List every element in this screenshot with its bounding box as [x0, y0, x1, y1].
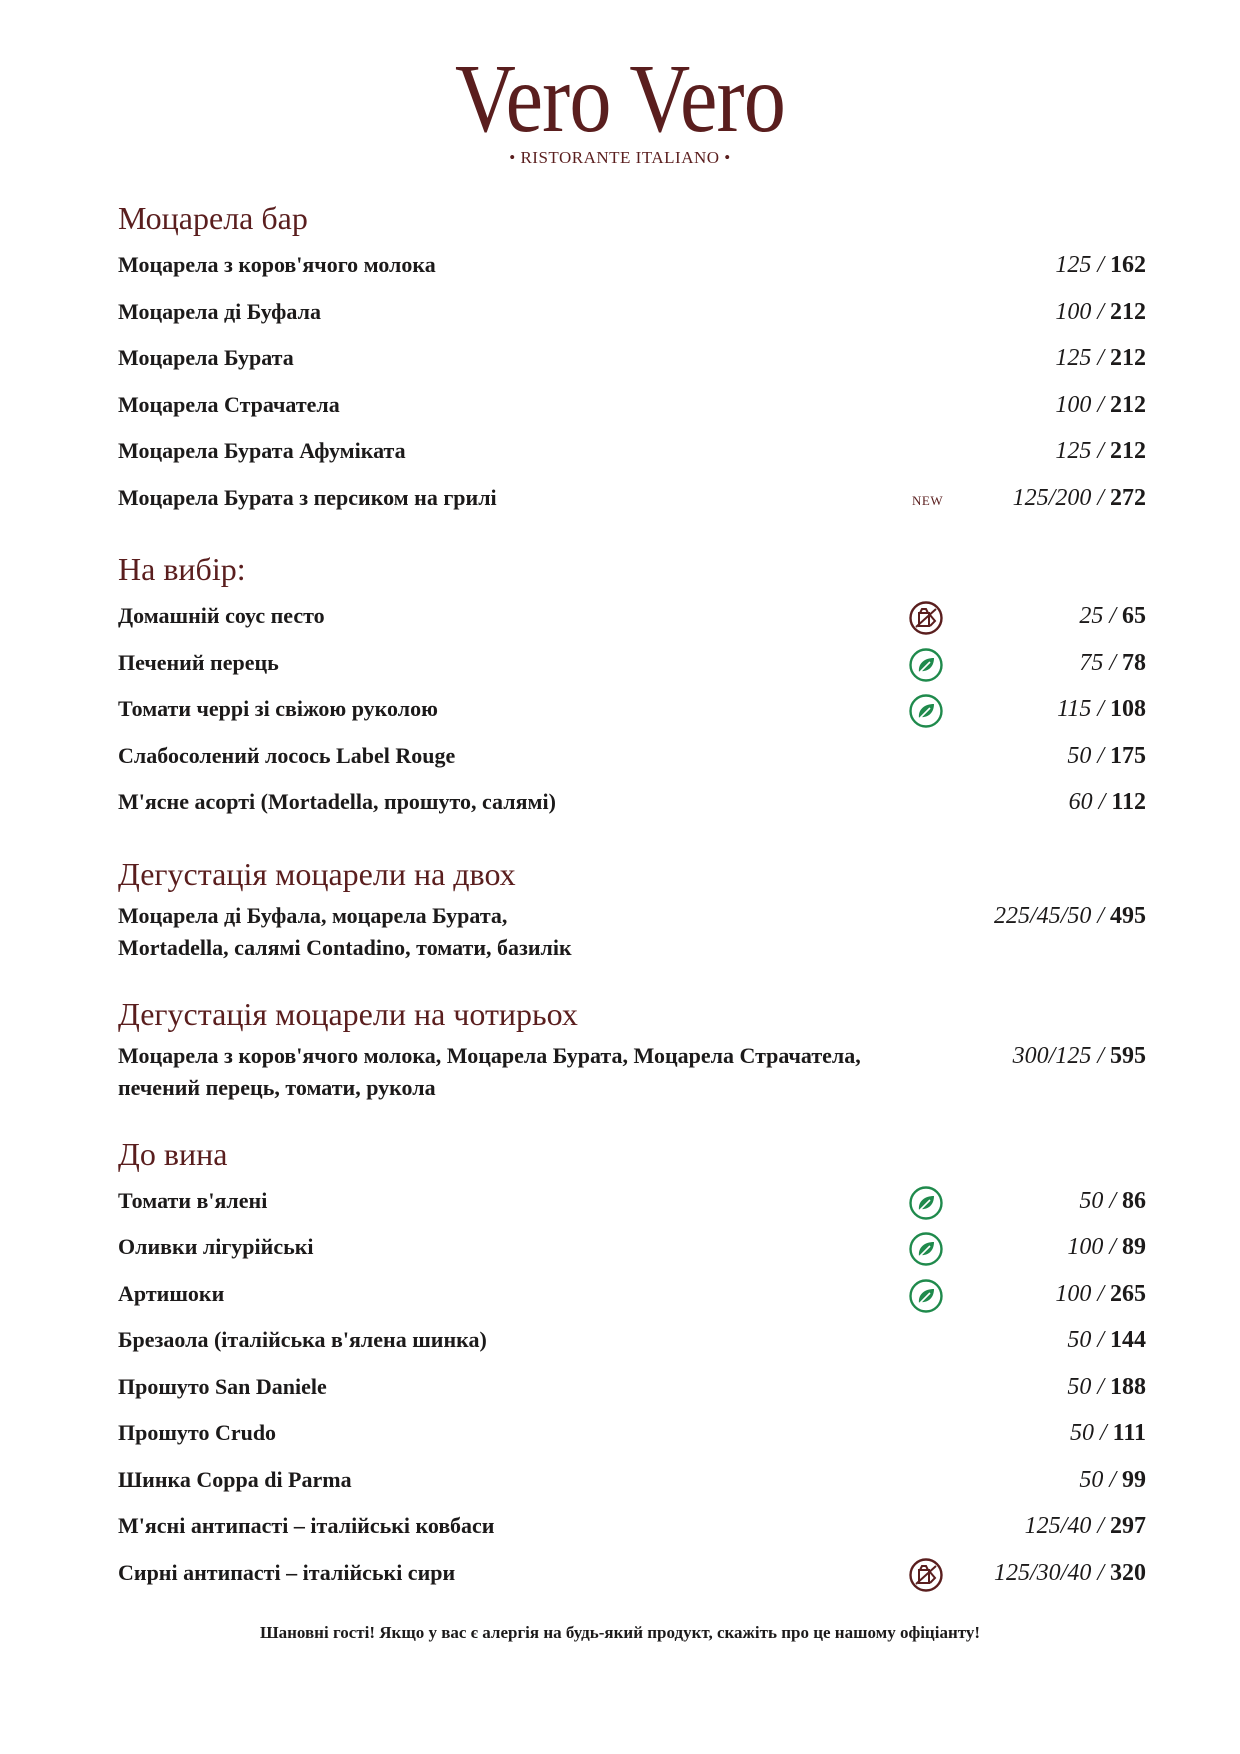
vegan-leaf-icon — [908, 1231, 944, 1267]
portion-weight: 125/30/40 — [993, 1559, 1092, 1586]
price-separator: / — [1091, 391, 1110, 418]
portion-weight: 225/45/50 — [993, 902, 1092, 929]
section-title: Моцарела бар — [118, 200, 308, 236]
price-separator: / — [1103, 1234, 1122, 1260]
lactose-icon — [908, 1557, 944, 1593]
price-separator: / — [1091, 1513, 1110, 1539]
price-separator: / — [1091, 345, 1110, 371]
portion-weight: 50 — [1079, 1466, 1104, 1493]
menu-section — [118, 992, 1146, 1106]
section-title: До вина — [118, 1135, 228, 1172]
menu-item-name: Томати черрі зі свіжою руколою — [118, 696, 438, 721]
tasting-set — [118, 1040, 1146, 1106]
menu-item — [118, 686, 1146, 733]
menu-item — [118, 640, 1146, 687]
tasting-set — [118, 900, 1146, 966]
menu-item-name: Томати в'ялені — [118, 1187, 268, 1213]
menu-item-name: Моцарела Бурата — [118, 345, 294, 370]
price-separator: / — [1091, 1280, 1110, 1307]
menu-item-name: М'ясне асорті (Mortadella, прошуто, салямі) — [118, 789, 556, 814]
menu-item-name: Печений перець — [118, 649, 279, 675]
vegan-leaf-icon — [908, 647, 944, 683]
portion-weight: 50 — [1069, 1420, 1094, 1446]
menu-item-name: М'ясні антипасті – італійські ковбаси — [118, 1513, 495, 1538]
portion-weight: 125 — [1055, 252, 1092, 278]
menu-item — [118, 1364, 1146, 1411]
menu-item — [118, 289, 1146, 336]
price-value — [1013, 1040, 1146, 1072]
menu-item — [118, 779, 1146, 826]
price-value — [1079, 1465, 1146, 1495]
description-line: Mortadella, салямі Contadino, томати, базилік — [118, 934, 572, 960]
portion-weight: 25 — [1079, 603, 1104, 629]
new-badge: NEW — [912, 492, 944, 508]
price-value — [1055, 390, 1146, 420]
price-value — [994, 1558, 1146, 1588]
price-amount: 86 — [1122, 1187, 1146, 1214]
portion-weight: 75 — [1079, 649, 1104, 676]
menu-item-name: Прошуто San Daniele — [118, 1373, 327, 1399]
menu-item-name: Домашній соус песто — [118, 603, 325, 628]
menu-item — [118, 1178, 1146, 1225]
menu-item — [118, 1317, 1146, 1364]
menu-item — [118, 1224, 1146, 1271]
price-separator: / — [1103, 1466, 1122, 1493]
menu-item — [118, 335, 1146, 382]
tasting-set-description — [118, 900, 958, 964]
portion-weight: 60 — [1068, 789, 1093, 815]
price-amount: 212 — [1110, 438, 1146, 464]
price-amount: 595 — [1110, 1042, 1146, 1069]
price-value — [1067, 1232, 1146, 1262]
portion-weight: 100 — [1055, 391, 1092, 418]
price-amount: 495 — [1110, 902, 1146, 929]
price-amount: 112 — [1111, 789, 1146, 815]
price-separator: / — [1091, 742, 1110, 769]
price-separator: / — [1103, 649, 1122, 676]
portion-weight: 50 — [1079, 1187, 1104, 1214]
portion-weight: 125/200 — [1012, 484, 1092, 511]
tasting-set-description — [118, 1040, 958, 1104]
price-value — [1079, 601, 1146, 631]
menu-item-name: Оливки лігурійські — [118, 1234, 314, 1259]
price-separator: / — [1091, 902, 1110, 929]
allergy-note: Шановні гості! Якщо у вас є алергія на будь-який продукт, скажіть про це нашому офіціанту! — [259, 1623, 981, 1642]
menu-item — [118, 1410, 1146, 1457]
menu-section — [118, 852, 1146, 966]
menu-list — [118, 196, 1146, 1622]
portion-weight: 300/125 — [1012, 1042, 1092, 1069]
menu-item — [118, 1550, 1146, 1597]
price-value — [1057, 694, 1146, 724]
price-amount: 320 — [1110, 1559, 1146, 1586]
menu-item — [118, 428, 1146, 475]
price-amount: 212 — [1110, 345, 1146, 371]
menu-item-name: Моцарела ді Буфала — [118, 298, 321, 324]
menu-item-name: Сирні антипасті – італійські сири — [118, 1559, 456, 1585]
description-line: печений перець, томати, рукола — [118, 1074, 436, 1100]
price-value — [1055, 1279, 1146, 1309]
menu-item-name: Слабосолений лосось Label Rouge — [118, 742, 456, 768]
menu-item-name: Моцарела з коров'ячого молока — [118, 252, 436, 277]
menu-item — [118, 475, 1146, 522]
price-amount: 188 — [1110, 1373, 1146, 1400]
menu-item — [118, 1457, 1146, 1504]
section-title: Дегустація моцарели на двох — [118, 855, 516, 892]
portion-weight: 115 — [1057, 696, 1092, 722]
vegan-leaf-icon — [908, 693, 944, 729]
price-separator: / — [1103, 603, 1122, 629]
price-amount: 212 — [1110, 391, 1146, 418]
menu-item-name: Шинка Coppa di Parma — [118, 1466, 352, 1492]
price-value — [1079, 1186, 1146, 1216]
portion-weight: 125/40 — [1024, 1513, 1092, 1539]
price-value — [994, 900, 1146, 932]
price-separator: / — [1091, 298, 1110, 325]
restaurant-logo-subtitle: • RISTORANTE ITALIANO • — [509, 148, 731, 167]
portion-weight: 50 — [1067, 1373, 1092, 1400]
price-separator: / — [1091, 438, 1110, 464]
price-amount: 272 — [1110, 484, 1146, 511]
portion-weight: 50 — [1067, 1327, 1092, 1353]
price-amount: 108 — [1110, 696, 1146, 722]
portion-weight: 125 — [1055, 345, 1092, 371]
price-value — [1067, 1325, 1146, 1355]
price-separator: / — [1091, 1042, 1110, 1069]
menu-item — [118, 1503, 1146, 1550]
price-amount: 111 — [1112, 1420, 1146, 1446]
price-separator: / — [1091, 1373, 1110, 1400]
price-value — [1013, 483, 1146, 513]
menu-item-name: Артишоки — [118, 1280, 225, 1306]
menu-item-name: Прошуто Crudo — [118, 1420, 277, 1445]
section-title: Дегустація моцарели на чотирьох — [118, 995, 578, 1032]
price-separator: / — [1091, 1559, 1110, 1586]
menu-item-name: Брезаола (італійська в'ялена шинка) — [118, 1327, 487, 1352]
menu-item — [118, 1271, 1146, 1318]
price-value — [1069, 787, 1146, 817]
price-value — [1055, 297, 1146, 327]
price-separator: / — [1091, 696, 1110, 722]
price-value — [1055, 250, 1146, 280]
menu-item-name: Моцарела Страчатела — [118, 391, 340, 417]
price-amount: 175 — [1110, 742, 1146, 769]
portion-weight: 125 — [1055, 438, 1092, 464]
price-value — [1079, 648, 1146, 678]
price-value — [1067, 1372, 1146, 1402]
description-line: Моцарела ді Буфала, моцарела Бурата, — [118, 902, 508, 928]
menu-section — [118, 196, 1146, 521]
price-separator: / — [1103, 1187, 1122, 1214]
price-amount: 162 — [1110, 252, 1146, 278]
portion-weight: 100 — [1055, 1280, 1092, 1307]
price-separator: / — [1091, 484, 1110, 511]
section-title: На вибір: — [118, 551, 246, 587]
menu-item — [118, 242, 1146, 289]
price-separator: / — [1092, 789, 1112, 815]
price-value — [1070, 1418, 1146, 1448]
menu-item-name: Моцарела Бурата з персиком на грилі — [118, 484, 497, 510]
price-separator: / — [1091, 1327, 1110, 1353]
restaurant-logo-title: Vero Vero — [454, 45, 786, 153]
price-amount: 99 — [1122, 1466, 1146, 1493]
price-value — [1055, 436, 1146, 466]
price-value — [1025, 1511, 1146, 1541]
menu-section — [118, 1132, 1146, 1597]
price-amount: 144 — [1110, 1327, 1146, 1353]
lactose-icon — [908, 600, 944, 636]
menu-item — [118, 733, 1146, 780]
price-value — [1067, 741, 1146, 771]
menu-section — [118, 547, 1146, 826]
vegan-leaf-icon — [908, 1278, 944, 1314]
portion-weight: 50 — [1067, 742, 1092, 769]
price-amount: 65 — [1122, 603, 1146, 629]
price-amount: 212 — [1110, 298, 1146, 325]
price-amount: 89 — [1122, 1234, 1146, 1260]
price-amount: 297 — [1110, 1513, 1146, 1539]
price-value — [1055, 343, 1146, 373]
price-amount: 265 — [1110, 1280, 1146, 1307]
price-separator: / — [1091, 252, 1110, 278]
price-amount: 78 — [1122, 649, 1146, 676]
portion-weight: 100 — [1067, 1234, 1104, 1260]
portion-weight: 100 — [1055, 298, 1092, 325]
menu-item — [118, 382, 1146, 429]
price-separator: / — [1093, 1420, 1113, 1446]
menu-item-name: Моцарела Бурата Афуміката — [118, 438, 406, 463]
vegan-leaf-icon — [908, 1185, 944, 1221]
description-line: Моцарела з коров'ячого молока, Моцарела Бурата, Моцарела Страчатела, — [118, 1042, 861, 1068]
menu-item — [118, 593, 1146, 640]
